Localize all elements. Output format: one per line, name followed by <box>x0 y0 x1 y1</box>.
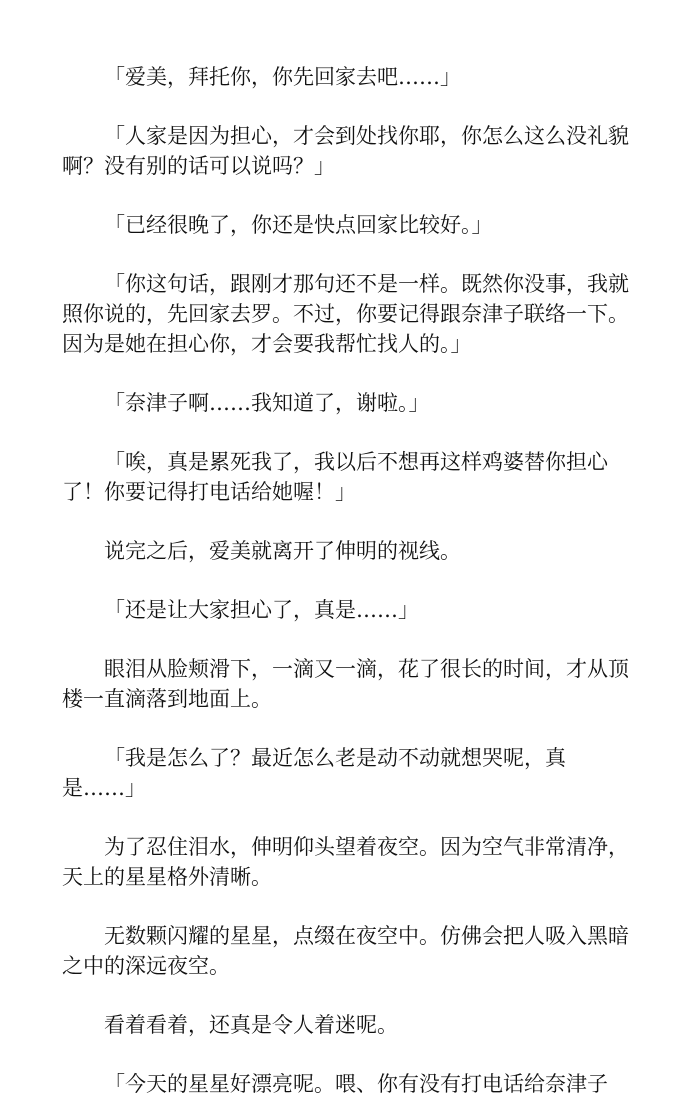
paragraph: 「今天的星星好漂亮呢。喂、你有没有打电话给奈津子 <box>104 1072 608 1096</box>
paragraph: 「还是让大家担心了，真是……」 <box>104 598 419 622</box>
paragraph: 「唉，真是累死我了，我以后不想再这样鸡婆替你担心了！你要记得打电话给她喔！」 <box>62 450 608 504</box>
paragraph: 说完之后，爱美就离开了伸明的视线。 <box>104 539 461 563</box>
document-page <box>62 62 638 1099</box>
paragraph: 「奈津子啊……我知道了，谢啦。」 <box>104 391 430 415</box>
paragraph: 「爱美，拜托你，你先回家去吧……」 <box>104 65 461 89</box>
paragraph: 为了忍住泪水，伸明仰头望着夜空。因为空气非常清净，天上的星星格外清晰。 <box>62 835 629 889</box>
paragraph: 「你这句话，跟刚才那句还不是一样。既然你没事，我就照你说的，先回家去罗。不过，你要记得跟奈津子联络一下。因为是她在担心你，才会要我帮忙找人的。」 <box>62 272 629 356</box>
paragraph: 「人家是因为担心，才会到处找你耶，你怎么这么没礼貌啊？没有别的话可以说吗？」 <box>62 124 629 178</box>
paragraph: 眼泪从脸颊滑下，一滴又一滴，花了很长的时间，才从顶楼一直滴落到地面上。 <box>62 657 629 711</box>
paragraph: 「我是怎么了？最近怎么老是动不动就想哭呢，真是……」 <box>62 746 566 800</box>
paragraph: 看着看着，还真是令人着迷呢。 <box>104 1013 398 1037</box>
paragraph: 无数颗闪耀的星星，点缀在夜空中。仿佛会把人吸入黑暗之中的深远夜空。 <box>62 924 629 978</box>
paragraph: 「已经很晚了，你还是快点回家比较好。」 <box>104 213 493 237</box>
